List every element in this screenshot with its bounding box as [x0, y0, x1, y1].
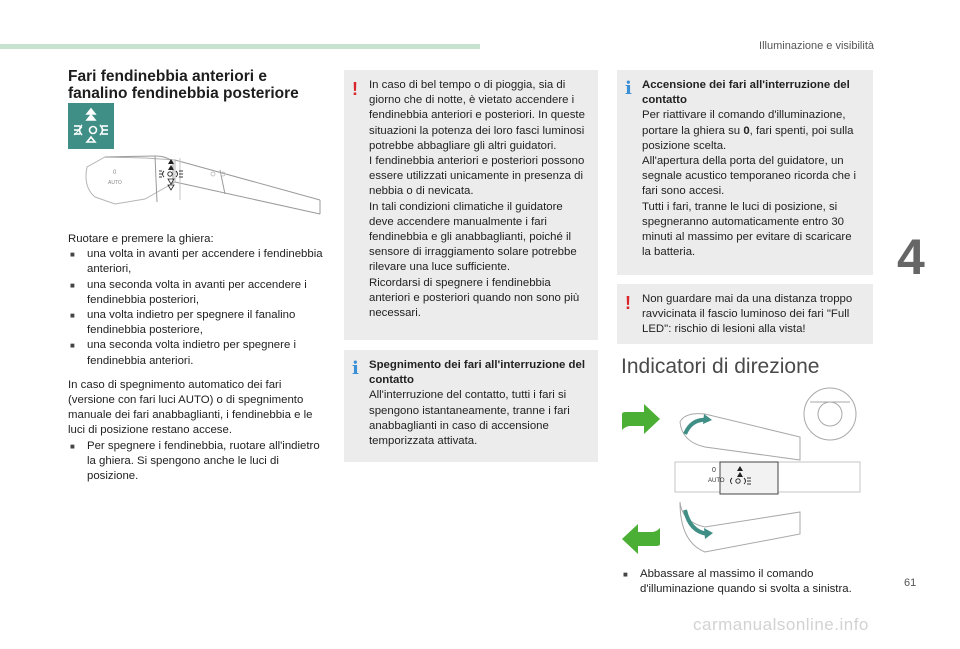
info-ignition-off-title: Spegnimento dei fari all'interruzione del contatto — [369, 359, 585, 387]
list-item: ■ una seconda volta indietro per spegnere i fendinebbia anteriori. — [68, 338, 330, 368]
section-title: Illuminazione e visibilità — [759, 40, 874, 52]
fog-intro-text: Ruotare e premere la ghiera: — [68, 233, 214, 245]
info-ignition-on-text-2: All'apertura della porta del guidatore, un segnale acustico temporaneo ricorda che i fari sono accesi. Tutti i fari, tranne le luci di posizione, si spegneranno automaticamente entro 30 minuti al massimo per evitare di scaricare la batteria. — [642, 155, 857, 259]
stalk-auto-label: AUTO — [708, 478, 725, 484]
warning-led-text: Non guardare mai da una distanza troppo ravvicinata il fascio luminoso dei fari "Full LED": rischio di lesioni alla vista! — [642, 293, 853, 336]
info-ignition-on-title: Accensione dei fari all'interruzione del contatto — [642, 79, 850, 107]
indicators-list — [621, 567, 871, 597]
list-item: ■ una volta in avanti per accendere i fendinebbia anteriori, — [68, 247, 330, 277]
warning-icon: ! — [352, 79, 358, 99]
fog-auto-text: In caso di spegnimento automatico dei fari (versione con fari luci AUTO) o di spegnimento manuale dei fari anabbaglianti, i fendinebbia e le luci di posizione restano accese. — [68, 378, 313, 437]
fog-instructions — [68, 232, 330, 484]
watermark: carmanualsonline.info — [693, 615, 869, 634]
fog-light-stalk-image — [85, 152, 325, 227]
info-ignition-off-text: All'interruzione del contatto, tutti i fari si spengono istantaneamente, tranne i fari anabbaglianti in caso di accensione temporizzata attivata. — [369, 389, 570, 448]
info-box-ignition-off — [344, 350, 598, 462]
list-item: ■ una volta indietro per spegnere il fanalino fendinebbia posteriore, — [68, 308, 330, 338]
fog-lights-icon — [68, 103, 114, 149]
stalk-zero-label: 0 — [712, 467, 716, 474]
indicator-stalk-image — [660, 382, 875, 567]
indicators-heading: Indicatori di direzione — [621, 355, 820, 378]
warning-box-led — [617, 284, 873, 344]
info-box-ignition-on — [617, 70, 873, 275]
warning-fog-text: In caso di bel tempo o di pioggia, sia di giorno che di notte, è vietato accendere i fendinebbia anteriori e posteriori. In queste situazioni la potenza dei loro fasci luminosi potrebbe abbagliare gli altri guidatori. I fendinebbia anteriori e posteriori possono essere utilizzati unicamente in presenza di nebbia o di nevicata. In tali condizioni climatiche il guidatore deve accendere manualmente i fari fendinebbia e gli anabbaglianti, poiché il sensore di irraggiamento solare potrebbe rilevare una luce sufficiente. Ricordarsi di spegnere i fendinebbia anteriori e posteriori quando non sono più necessari. — [369, 79, 585, 320]
top-accent-bar — [0, 44, 480, 49]
arrow-right-icon — [620, 402, 662, 443]
info-ignition-on-text-1: Per riattivare il comando d'illuminazione, portare la ghiera su 0, fari spenti, poi sulla posizione scelta. — [642, 109, 854, 152]
list-item: ■ Per spegnere i fendinebbia, ruotare all'indietro la ghiera. Si spengono anche le luci di posizione. — [68, 439, 330, 485]
warning-icon: ! — [625, 293, 631, 313]
info-icon: i — [625, 78, 632, 99]
list-item: ■ una seconda volta in avanti per accendere i fendinebbia posteriori, — [68, 278, 330, 308]
page-number: 61 — [904, 577, 917, 589]
fog-auto-list — [68, 439, 330, 485]
stalk-auto-label: AUTO — [108, 180, 122, 186]
info-icon: i — [352, 358, 359, 379]
chapter-number: 4 — [897, 229, 925, 285]
fog-steps-list — [68, 247, 330, 369]
list-item: ■ Abbassare al massimo il comando d'illuminazione quando si svolta a sinistra. — [621, 567, 871, 597]
fog-lights-heading: Fari fendinebbia anteriori e fanalino fendinebbia posteriore — [68, 68, 299, 102]
stalk-zero-label: 0 — [113, 170, 117, 176]
arrow-left-icon — [620, 520, 662, 561]
indicators-instructions — [621, 567, 871, 597]
fog-lights-section — [68, 68, 328, 102]
warning-box-fog — [344, 70, 598, 340]
